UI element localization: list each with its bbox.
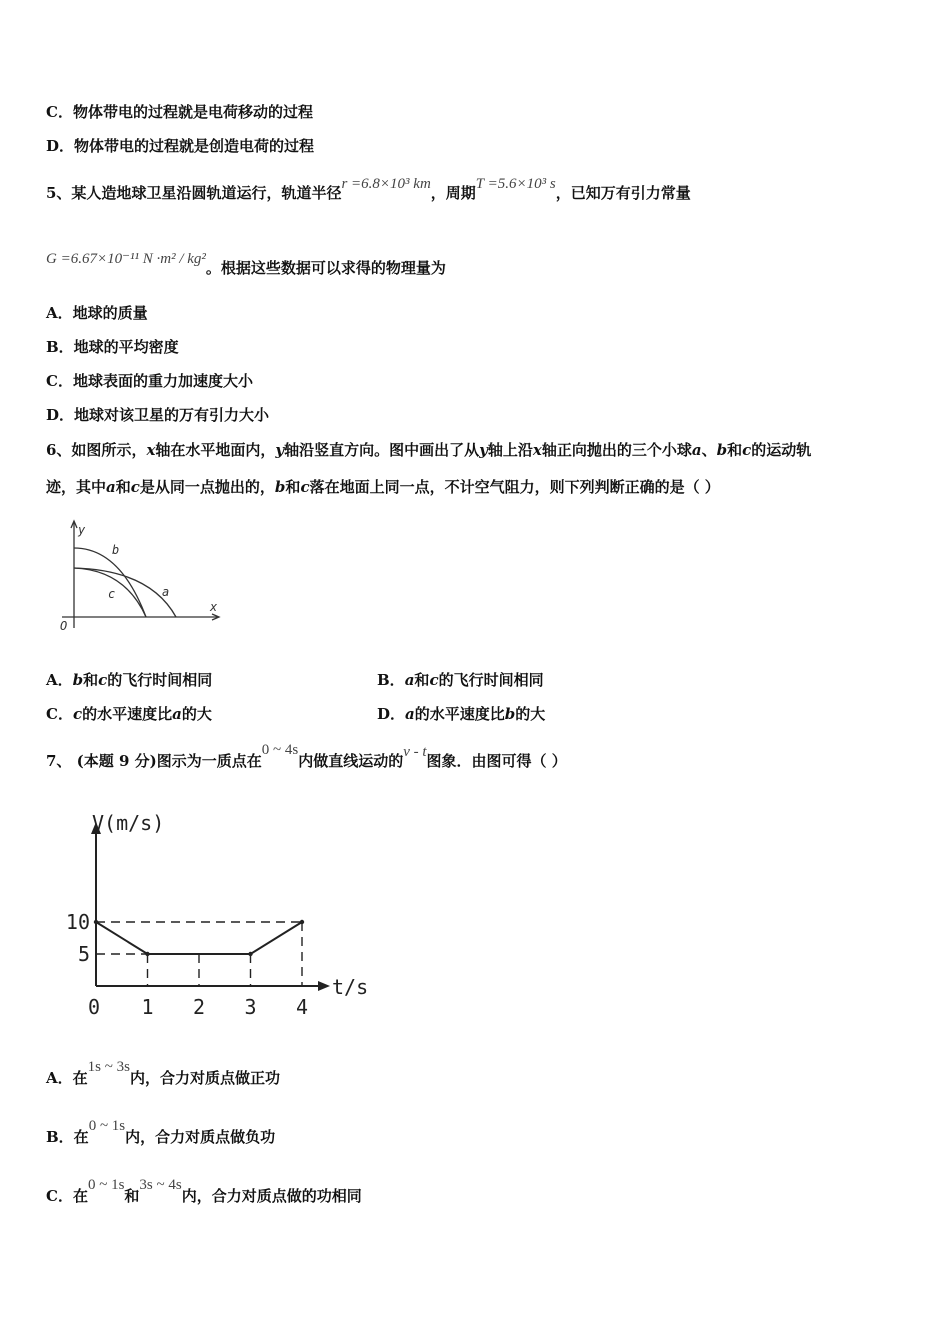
- vt-x-tick-4: 4: [295, 995, 309, 1019]
- q6-option-a-var1: b: [72, 671, 84, 689]
- q5-option-c: C．地球表面的重力加速度大小: [46, 372, 253, 390]
- q6-option-d-mid: 的水平速度比: [414, 705, 505, 723]
- q5-stem-b: ，周期: [430, 184, 476, 202]
- q6-stem-line1: [46, 440, 811, 460]
- q6-option-b-var1: a: [404, 671, 415, 689]
- q6-text: 的运动轨: [751, 441, 812, 459]
- q6-curve-a: [74, 568, 176, 617]
- q6-origin-label: O: [60, 619, 68, 633]
- q6-option-a-prefix: A．: [46, 671, 73, 689]
- vt-point-1: [145, 952, 149, 956]
- q7-option-b-interval: 0 ~ 1s: [88, 1118, 126, 1134]
- q6-option-b: [377, 670, 544, 690]
- q5-stem-c: ，已知万有引力常量: [555, 184, 691, 202]
- q6-stem-line2: [46, 477, 720, 497]
- q5-t-formula: T =5.6×10³ s: [475, 176, 556, 192]
- vt-y-tick-1: 10: [65, 910, 90, 934]
- q7-option-c: [46, 1177, 362, 1207]
- q6-text: 和: [115, 478, 131, 496]
- q7-vt: v - t: [403, 744, 427, 760]
- q6-text: 迹，其中: [46, 478, 107, 496]
- q6-var: x: [532, 441, 542, 459]
- q6-option-a-mid: 和: [83, 671, 99, 689]
- vt-x-tick-2: 2: [192, 995, 206, 1019]
- q7-option-c-rest: 内，合力对质点做的功相同: [181, 1187, 362, 1205]
- q6-curve-b-label: b: [112, 543, 120, 557]
- q6-var: a: [691, 441, 702, 459]
- vt-y-label: V(m/s): [92, 811, 165, 835]
- q6-curve-a-label: a: [162, 585, 170, 599]
- q6-trajectory-figure: [50, 516, 230, 634]
- q6-var: b: [716, 441, 728, 459]
- q6-option-b-mid: 和: [414, 671, 430, 689]
- q6-curve-b: [74, 548, 146, 617]
- q6-option-c: [46, 704, 212, 724]
- q6-option-c-prefix: C．: [46, 705, 73, 723]
- q6-option-b-rest: 的飞行时间相同: [438, 671, 544, 689]
- q6-option-d-var2: b: [504, 705, 516, 723]
- q6-x-label: x: [210, 600, 218, 614]
- q6-text: 轴正向抛出的三个小球: [541, 441, 692, 459]
- q6-option-d-rest: 的大: [515, 705, 546, 723]
- q6-option-a-rest: 的飞行时间相同: [107, 671, 213, 689]
- q7-option-c-prefix: C．在: [46, 1187, 88, 1205]
- q6-text: 和: [285, 478, 301, 496]
- vt-x-tick-3: 3: [244, 995, 257, 1019]
- q4-option-c: C．物体带电的过程就是电荷移动的过程: [46, 103, 313, 121]
- q5-option-d: D．地球对该卫星的万有引力大小: [46, 406, 270, 424]
- q6-option-a: [46, 670, 212, 690]
- q7-option-c-interval2: 3s ~ 4s: [139, 1177, 182, 1193]
- q6-var: y: [275, 441, 285, 459]
- q6-option-c-var2: a: [172, 705, 182, 723]
- vt-y-tick-0: 5: [77, 942, 90, 966]
- q7-stem-c: 图象．由图可得（ ）: [426, 752, 567, 770]
- q6-option-b-prefix: B．: [377, 671, 405, 689]
- q6-option-d-var1: a: [405, 705, 415, 723]
- q7-option-c-mid: 和: [124, 1187, 140, 1205]
- q7-option-b-prefix: B．在: [46, 1128, 89, 1146]
- q6-text: 6、如图所示，: [46, 441, 147, 459]
- q6-option-c-rest: 的大: [181, 705, 212, 723]
- vt-x-tick-1: 1: [141, 995, 154, 1019]
- q5-stem-line1: [46, 176, 691, 204]
- q7-option-a-rest: 内，合力对质点做正功: [129, 1069, 280, 1087]
- q6-text: 是从同一点抛出的，: [139, 478, 275, 496]
- q6-option-b-var2: c: [429, 671, 439, 689]
- q6-text: 轴在水平地面内，: [155, 441, 276, 459]
- q6-option-c-mid: 的水平速度比: [82, 705, 173, 723]
- q7-stem-b: 内做直线运动的: [298, 752, 404, 770]
- vt-x-tick-0: 0: [87, 995, 101, 1019]
- q6-option-a-var2: c: [98, 671, 108, 689]
- q6-var: x: [146, 441, 156, 459]
- vt-point-3: [300, 920, 304, 924]
- q6-y-label: y: [78, 523, 86, 537]
- q5-g-formula: G =6.67×10⁻¹¹ N ·m² / kg²: [46, 251, 206, 267]
- q7-option-a: [46, 1059, 280, 1089]
- q6-text: 轴上沿: [487, 441, 533, 459]
- q6-var: c: [742, 441, 752, 459]
- q4-option-d: D．物体带电的过程就是创造电荷的过程: [46, 137, 315, 155]
- vt-x-arrow: [318, 981, 330, 991]
- q6-var: c: [130, 478, 140, 496]
- q7-option-b-rest: 内，合力对质点做负功: [125, 1128, 276, 1146]
- q5-stem-d: 。根据这些数据可以求得的物理量为: [205, 259, 446, 277]
- q7-vt-chart: [60, 808, 380, 1023]
- q7-option-b: [46, 1118, 276, 1148]
- q6-text: 落在地面上同一点，不计空气阻力，则下列判断正确的是（ ）: [309, 478, 720, 496]
- q7-option-a-interval: 1s ~ 3s: [87, 1059, 130, 1075]
- q6-var: c: [300, 478, 310, 496]
- q6-var: a: [106, 478, 116, 496]
- vt-x-label: t/s: [332, 975, 369, 999]
- q5-option-b: B．地球的平均密度: [46, 338, 179, 356]
- q7-stem: [46, 742, 567, 772]
- q7-option-c-interval1: 0 ~ 1s: [87, 1177, 125, 1193]
- q6-var: y: [479, 441, 488, 459]
- vt-series-line: [96, 922, 302, 954]
- q5-r-formula: r =6.8×10³ km: [341, 176, 431, 192]
- q6-option-c-var1: c: [72, 705, 83, 723]
- q6-option-d-prefix: D．: [377, 705, 406, 723]
- vt-point-0: [94, 920, 98, 924]
- q7-option-a-prefix: A．在: [46, 1069, 88, 1087]
- q7-stem-a: 7、 (本题 9 分)图示为一质点在: [46, 752, 262, 770]
- q6-text: 轴沿竖直方向。图中画出了从: [284, 441, 480, 459]
- q6-text: 、: [701, 441, 717, 459]
- q6-option-d: [377, 704, 545, 724]
- q5-option-a: A．地球的质量: [46, 304, 148, 322]
- vt-point-2: [248, 952, 252, 956]
- q5-stem-line2: [46, 251, 446, 279]
- q6-curve-c-label: c: [108, 587, 116, 601]
- q7-interval: 0 ~ 4s: [261, 742, 299, 758]
- q5-stem-a: 5、某人造地球卫星沿圆轨道运行，轨道半径: [46, 184, 342, 202]
- q6-var: b: [274, 478, 286, 496]
- q6-text: 和: [727, 441, 743, 459]
